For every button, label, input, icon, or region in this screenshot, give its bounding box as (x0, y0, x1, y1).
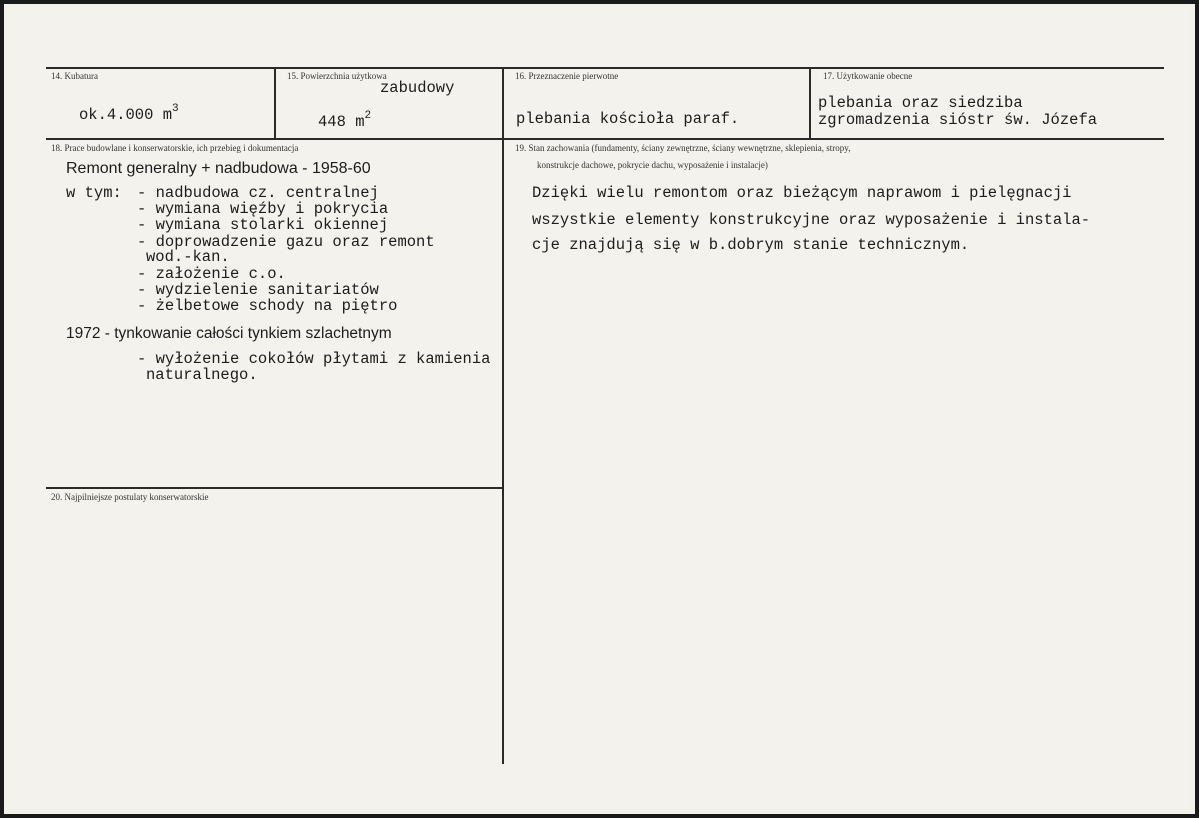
row1-rule (46, 138, 1164, 140)
top-rule (46, 67, 1164, 69)
powierzchnia-value: 448 $m^2$ (318, 110, 372, 131)
powierzchnia-label: 15. Powierzchnia użytkowa (287, 71, 387, 81)
prace-extra: - wyłożenie cokołów płytami z kamienia (137, 350, 491, 368)
uzytkowanie-label: 17. Użytkowanie obecne (823, 71, 913, 81)
stan-text-line: Dzięki wielu remontom oraz bieżącym naprawom i pielęgnacji (532, 184, 1072, 202)
stan-label-line-1: 19. Stan zachowania (fundamenty, ściany zewnętrzne, ściany wewnętrzne, sklepienia, stropy, (515, 143, 851, 153)
prace-item: - doprowadzenie gazu oraz remont (137, 233, 435, 251)
postulaty-label: 20. Najpilniejsze postulaty konserwatorskie (51, 492, 209, 502)
col3-divider (809, 67, 811, 139)
przeznaczenie-value: plebania kościoła paraf. (516, 110, 740, 128)
row2-rule-left (46, 487, 502, 489)
prace-item: - wymiana więźby i pokrycia (137, 200, 389, 218)
prace-year-line: 1972 - tynkowanie całości tynkiem szlachetnym (66, 325, 392, 342)
prace-item: - żelbetowe schody na piętro (137, 297, 398, 315)
card-inner (9, 9, 1190, 809)
stan-label-line-2: konstrukcje dachowe, pokrycie dachu, wyposażenie i instalacje) (537, 160, 768, 170)
prace-item: - wymiana stolarki okiennej (137, 216, 389, 234)
col2-divider (502, 67, 504, 764)
prace-item: - założenie c.o. (137, 265, 286, 283)
prace-item: - nadbudowa cz. centralnej (137, 184, 379, 202)
przeznaczenie-label: 16. Przeznaczenie pierwotne (515, 71, 619, 81)
prace-heading: Remont generalny + nadbudowa - 1958-60 (66, 160, 371, 177)
col1-divider (274, 67, 276, 139)
uzytkowanie-line-2: zgromadzenia sióstr św. Józefa (818, 111, 1098, 129)
stan-text-line: cje znajdują się w b.dobrym stanie technicznym. (532, 236, 970, 254)
zabudowy-overwrite: zabudowy (380, 79, 455, 97)
kubatura-label: 14. Kubatura (51, 71, 98, 81)
prace-item: wod.-kan. (146, 248, 230, 266)
kubatura-value: ok.4.000 $m^3$ (79, 103, 179, 124)
prace-label: 18. Prace budowlane i konserwatorskie, ich przebieg i dokumentacja (51, 143, 299, 153)
prace-prefix: w tym: (66, 184, 122, 202)
prace-extra: naturalnego. (146, 366, 258, 384)
stan-text-line: wszystkie elementy konstrukcyjne oraz wyposażenie i instala- (532, 211, 1091, 229)
prace-item: - wydzielenie sanitariatów (137, 281, 379, 299)
uzytkowanie-line-1: plebania oraz siedziba (818, 94, 1023, 112)
